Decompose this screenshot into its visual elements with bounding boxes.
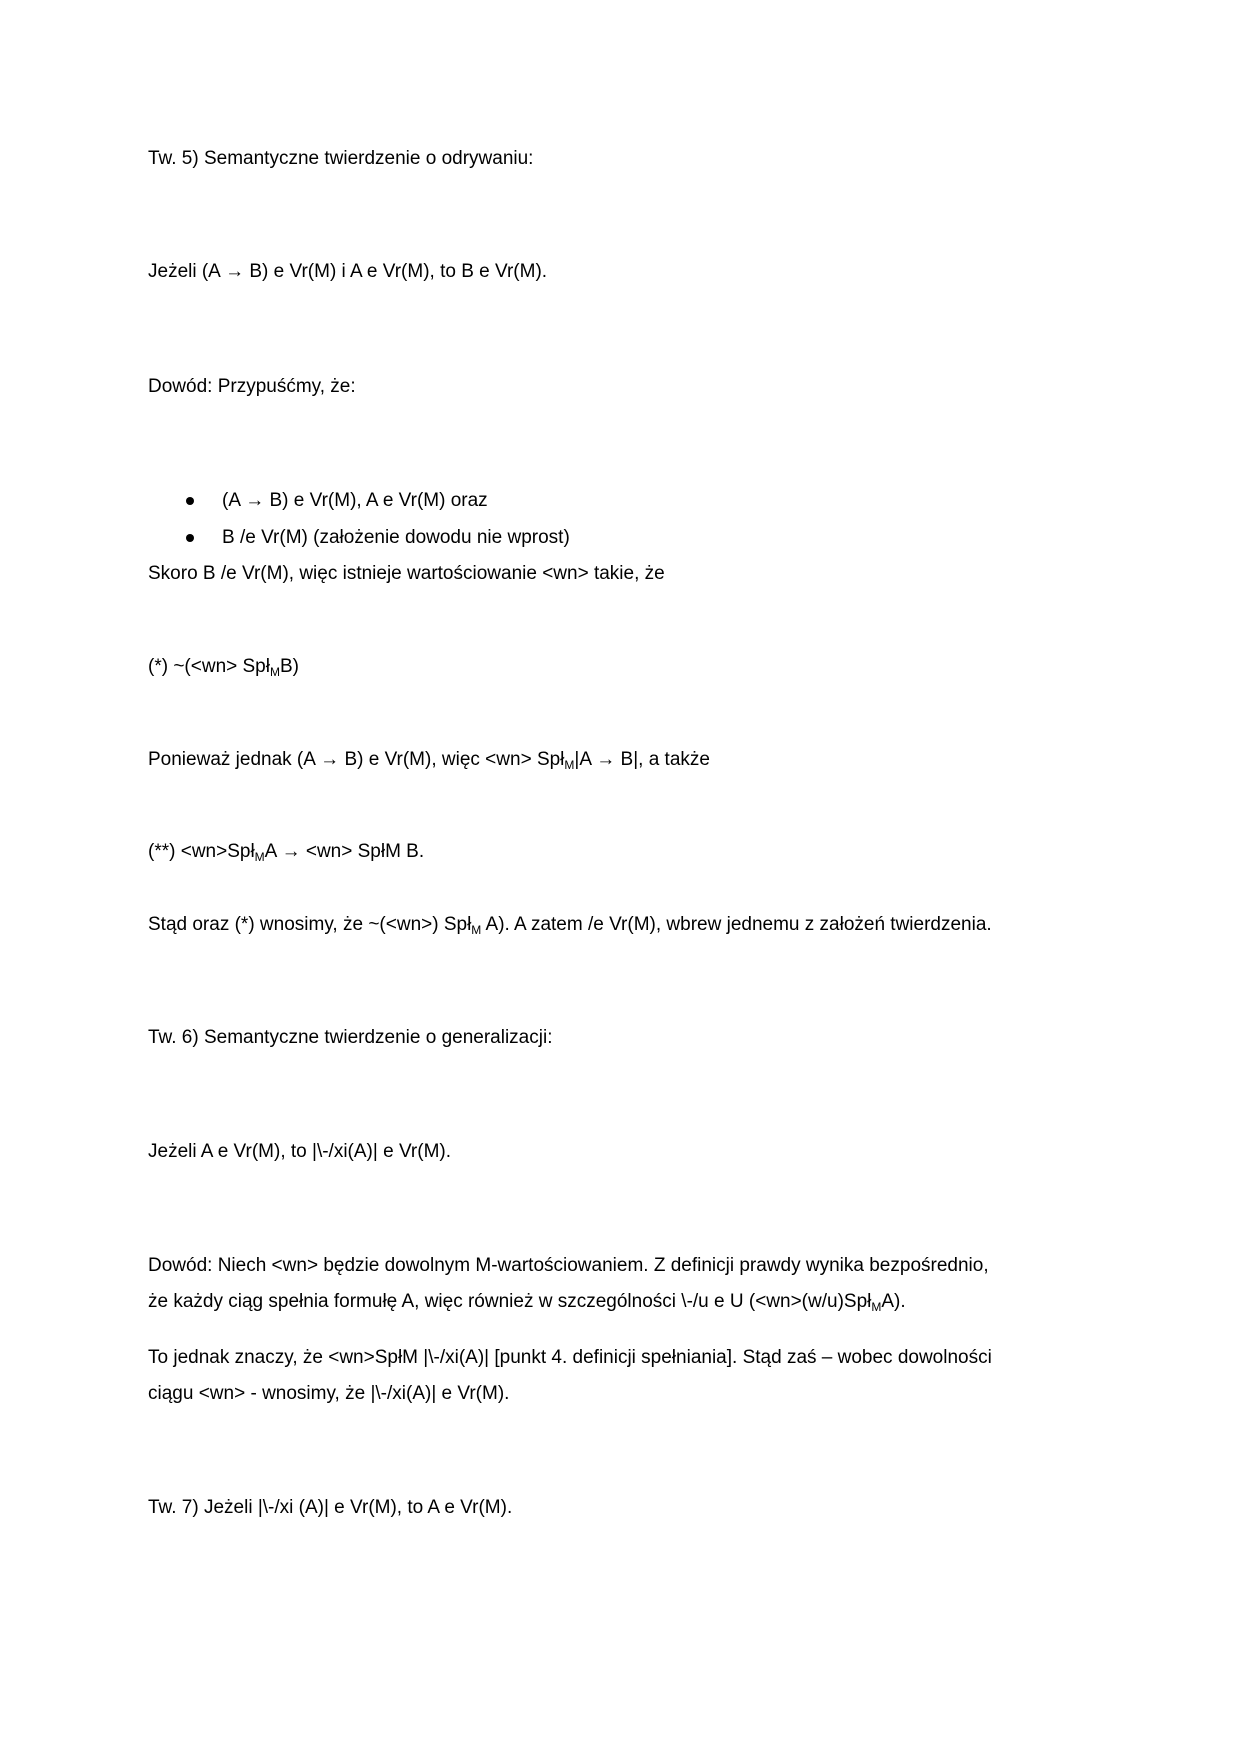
star1-sub: M [269,665,280,679]
star1-formula [148,656,299,678]
tw5-bullet-1: (A → B) e Vr(M), A e Vr(M) oraz [222,490,488,511]
tw5-bullet-2: B /e Vr(M) (założenie dowodu nie wprost) [222,527,570,548]
tw6-proof-line-2 [148,1291,906,1313]
poniewaz-line [148,749,710,771]
tw5-heading: Tw. 5) Semantyczne twierdzenie o odrywaniu: [148,148,534,169]
tw6-statement: Jeżeli A e Vr(M), to |\-/xi(A)| e Vr(M). [148,1141,451,1162]
star2-post: A → <wn> SpłM B. [264,841,425,862]
tw6-heading: Tw. 6) Semantyczne twierdzenie o generalizacji: [148,1027,553,1048]
stad-line [148,914,992,936]
tw6-proof-line-2-pre: że każdy ciąg spełnia formułę A, więc również w szczególności \-/u e U (<wn>(w/u)Spł [148,1291,872,1312]
tw7-heading: Tw. 7) Jeżeli |\-/xi (A)| e Vr(M), to A e Vr(M). [148,1497,513,1518]
bullet-icon [186,497,194,505]
poniewaz-sub: M [564,758,575,772]
star1-post: B) [279,656,299,677]
tw6-proof-line-2-sub: M [871,1300,882,1314]
star2-formula [148,841,424,863]
stad-post: A). A zatem /e Vr(M), wbrew jednemu z założeń twierdzenia. [481,914,992,935]
bullet-icon [186,534,194,542]
stad-pre: Stąd oraz (*) wnosimy, że ~(<wn>) Spł [148,914,472,935]
poniewaz-post: |A → B|, a także [574,749,710,770]
tw6-proof-line-3: To jednak znaczy, że <wn>SpłM |\-/xi(A)| [punkt 4. definicji spełniania]. Stąd zaś – wobec dowolności [148,1347,992,1368]
tw5-statement: Jeżeli (A → B) e Vr(M) i A e Vr(M), to B e Vr(M). [148,261,548,282]
star2-pre: (**) <wn>Spł [148,841,255,862]
star2-sub: M [254,850,265,864]
poniewaz-pre: Ponieważ jednak (A → B) e Vr(M), więc <wn> Spł [148,749,565,770]
tw6-proof-line-4: ciągu <wn> - wnosimy, że |\-/xi(A)| e Vr(M). [148,1383,510,1404]
tw6-proof-line-1: Dowód: Niech <wn> będzie dowolnym M-wartościowaniem. Z definicji prawdy wynika bezpośrednio, [148,1255,989,1276]
tw5-skoro: Skoro B /e Vr(M), więc istnieje wartościowanie <wn> takie, że [148,563,665,584]
tw6-proof-line-2-post: A). [881,1291,906,1312]
tw5-proof-intro: Dowód: Przypuśćmy, że: [148,376,356,397]
star1-pre: (*) ~(<wn> Spł [148,656,270,677]
stad-sub: M [471,923,482,937]
